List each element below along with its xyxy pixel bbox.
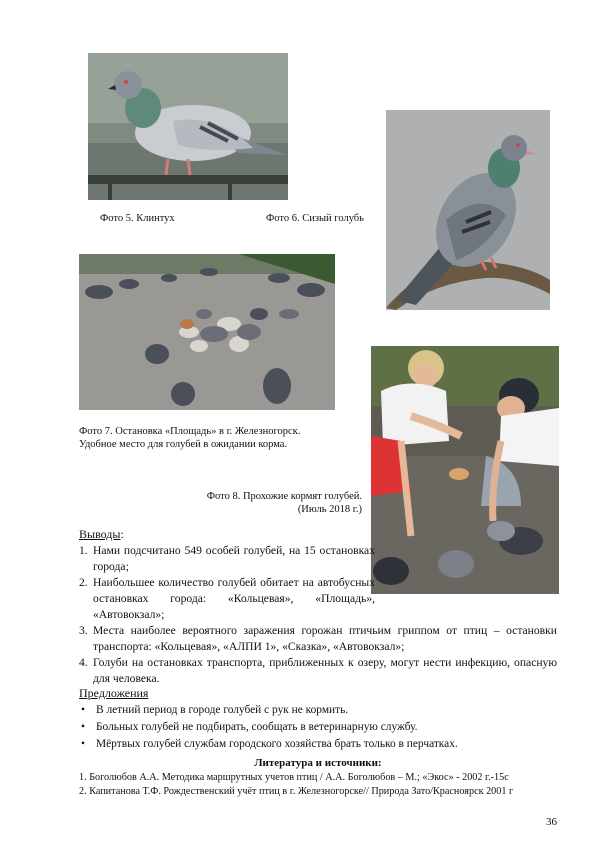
photo-8-caption-line-2: (Июль 2018 г.) (297, 504, 362, 515)
references-list (79, 771, 559, 799)
conclusion-item-3 (79, 623, 557, 655)
reference-item-1: 1. Боголюбов А.А. Методика маршрутных учетов птиц / А.А. Боголюбов – М.; «Экос» - 2002 г.-15с (79, 772, 509, 783)
proposals-list (79, 702, 557, 753)
conclusion-text: Нами подсчитано 549 особей голубей, на 15 остановках города; (93, 544, 375, 573)
proposals-heading: Предложения (79, 686, 149, 700)
photo-5-stock-dove (88, 53, 288, 200)
conclusion-number: 1. (79, 544, 88, 557)
conclusions-heading-text: Выводы (79, 527, 121, 541)
proposal-item-1 (79, 702, 557, 719)
proposal-text: Больных голубей не подбирать, сообщать в ветеринарную службу. (96, 721, 418, 733)
conclusion-number: 3. (79, 624, 88, 637)
proposal-text: Мёртвых голубей службам городского хозяйства брать только в перчатках. (96, 738, 458, 750)
reference-item-2: 2. Капитанова Т.Ф. Рождественский учёт птиц в г. Железногорске// Природа Зато/Красноярск 2001 г (79, 786, 514, 797)
photo-7-pigeons-at-stop (79, 254, 335, 410)
conclusion-text: Наибольшее количество голубей обитает на автобусных остановках города: «Кольцевая», «Площадь», «Автовокзал»; (93, 576, 375, 621)
bullet-icon: • (81, 738, 85, 750)
conclusion-number: 4. (79, 656, 88, 669)
conclusion-number: 2. (79, 576, 88, 589)
conclusion-item-4 (79, 655, 557, 687)
proposal-text: В летний период в городе голубей с рук не кормить. (96, 704, 349, 716)
conclusions-heading-colon: : (120, 527, 124, 541)
conclusion-text: Голуби на остановках транспорта, приближенных к озеру, могут нести инфекцию, опасную для человека. (93, 656, 557, 685)
photo-6-caption: Фото 6. Сизый голубь (266, 213, 364, 224)
proposal-item-3 (79, 736, 557, 753)
conclusions-list (79, 543, 557, 687)
photo-7-caption-line-2: Удобное место для голубей в ожидании корма. (79, 439, 288, 450)
conclusion-item-2 (79, 575, 375, 623)
conclusions-heading (79, 527, 124, 542)
photo-5-caption: Фото 5. Клинтух (100, 213, 175, 224)
conclusion-item-1 (79, 543, 375, 575)
references-heading: Литература и источники: (254, 757, 382, 769)
photo-8-caption-line-1: Фото 8. Прохожие кормят голубей. (206, 491, 362, 502)
page-number: 36 (546, 816, 557, 828)
bullet-icon: • (81, 704, 85, 716)
photo-6-rock-pigeon (386, 110, 550, 310)
photo-7-caption-line-1: Фото 7. Остановка «Площадь» в г. Железногорск. (79, 426, 301, 437)
proposal-item-2 (79, 719, 557, 736)
conclusion-text: Места наиболее вероятного заражения горожан птичьим гриппом от птиц – остановки транспорта: «Кольцевая», «АЛПИ 1», «Сказка», «Автовокзал»; (93, 624, 557, 653)
bullet-icon: • (81, 721, 85, 733)
